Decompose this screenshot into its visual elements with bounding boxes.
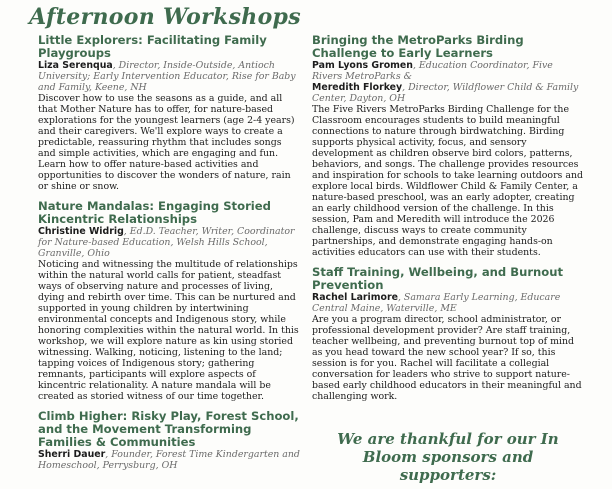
workshop-title: Nature Mandalas: Engaging Storied Kincentric Relationships [38, 199, 271, 226]
presenter-role: , Director, Wildflower Child & Family Center, Dayton, OH [312, 82, 579, 104]
presenter-role: , Ed.D. Teacher, Writer, Coordinator for Nature-based Education, Welsh Hills School, Granville, Ohio [38, 226, 295, 259]
workshop-title: Climb Higher: Risky Play, Forest School, and the Movement Transforming Families & Communities [38, 409, 299, 449]
right-column [312, 34, 584, 410]
workshop-description: Noticing and witnessing the multitude of relationships within the natural world calls for patient, steadfast ways of observing nature and processes of living, dying and rebirth over time. This can be nurtured and supported in young children by intertwining environmental concepts and Indigenous story, while honoring complexities within the natural world. In this workshop, we will explore nature as kin using storied witnessing. Walking, noticing, listening to the land; tapping voices of Indigenous story; gathering remnants, participants will explore aspects of kincentric relationality. A nature mandala will be created as storied witness of our time together. [38, 259, 299, 402]
workshop-title: Little Explorers: Facilitating Family Playgroups [38, 33, 267, 60]
presenter-line [38, 60, 300, 93]
workshop-nature-mandalas [38, 200, 300, 402]
sponsors-thanks-heading: We are thankful for our In Bloom sponsors and supporters: [337, 430, 559, 484]
workshop-description: Are you a program director, school administrator, or professional development provider? Are staff training, teacher wellbeing, and preventing burnout top of mind as you head toward the new school year? If so, this session is for you. Rachel will facilitate a collegial conversation for leaders who strive to support nature-based early childhood educators in their meaningful and challenging work. [312, 314, 582, 402]
workshop-climb-higher [38, 410, 300, 471]
presenter-line [312, 60, 584, 82]
workshop-title: Bringing the MetroParks Birding Challenge to Early Learners [312, 33, 524, 60]
workshop-little-explorers [38, 34, 300, 192]
presenter-name: Liza Serenqua [38, 60, 113, 71]
presenter-line [312, 82, 584, 104]
presenter-name: Pam Lyons Gromen [312, 60, 413, 71]
workshop-title: Staff Training, Wellbeing, and Burnout Prevention [312, 265, 564, 292]
presenter-role: , Director, Inside-Outside, Antioch University; Early Intervention Educator, Rise for Baby and Family, Keene, NH [38, 60, 296, 93]
presenter-role: , Education Coordinator, Five Rivers MetroParks & [312, 60, 553, 82]
workshop-description: The Five Rivers MetroParks Birding Challenge for the Classroom encourages students to build meaningful connections to nature through birdwatching. Birding supports physical activity, focus, and sensory development as children observe bird colors, patterns, behaviors, and songs. The challenge provides resources and inspiration for schools to take learning outdoors and explore local birds. Wildflower Child & Family Center, a nature-based preschool, was an early adopter, creating an early childhood version of the challenge. In this session, Pam and Meredith will introduce the 2026 challenge, discuss ways to create community partnerships, and demonstrate engaging hands-on activities educators can use with their students. [312, 104, 583, 258]
page-title: Afternoon Workshops [29, 4, 301, 30]
presenter-name: Christine Widrig [38, 226, 124, 237]
presenter-line [38, 449, 300, 471]
presenter-name: Sherri Dauer [38, 449, 106, 460]
presenter-name: Meredith Florkey [312, 82, 403, 93]
presenter-line [312, 292, 584, 314]
presenter-name: Rachel Larimore [312, 292, 398, 303]
presenter-line [38, 226, 300, 259]
workshop-birding-challenge [312, 34, 584, 258]
workshop-staff-training [312, 266, 584, 402]
workshop-description: Discover how to use the seasons as a guide, and all that Mother Nature has to offer, for nature-based explorations for the youngest learners (age 2-4 years) and their caregivers. We'll explore ways to create a predictable, reassuring rhythm that includes songs and simple activities, which are engaging and fun. Learn how to offer nature-based activities and opportunities to discover the wonders of nature, rain or shine or snow. [38, 93, 295, 192]
presenter-role: , Samara Early Learning, Educare Central Maine, Waterville, ME [312, 292, 561, 314]
presenter-role: , Founder, Forest Time Kindergarten and Homeschool, Perrysburg, OH [38, 449, 300, 471]
left-column [38, 34, 300, 479]
